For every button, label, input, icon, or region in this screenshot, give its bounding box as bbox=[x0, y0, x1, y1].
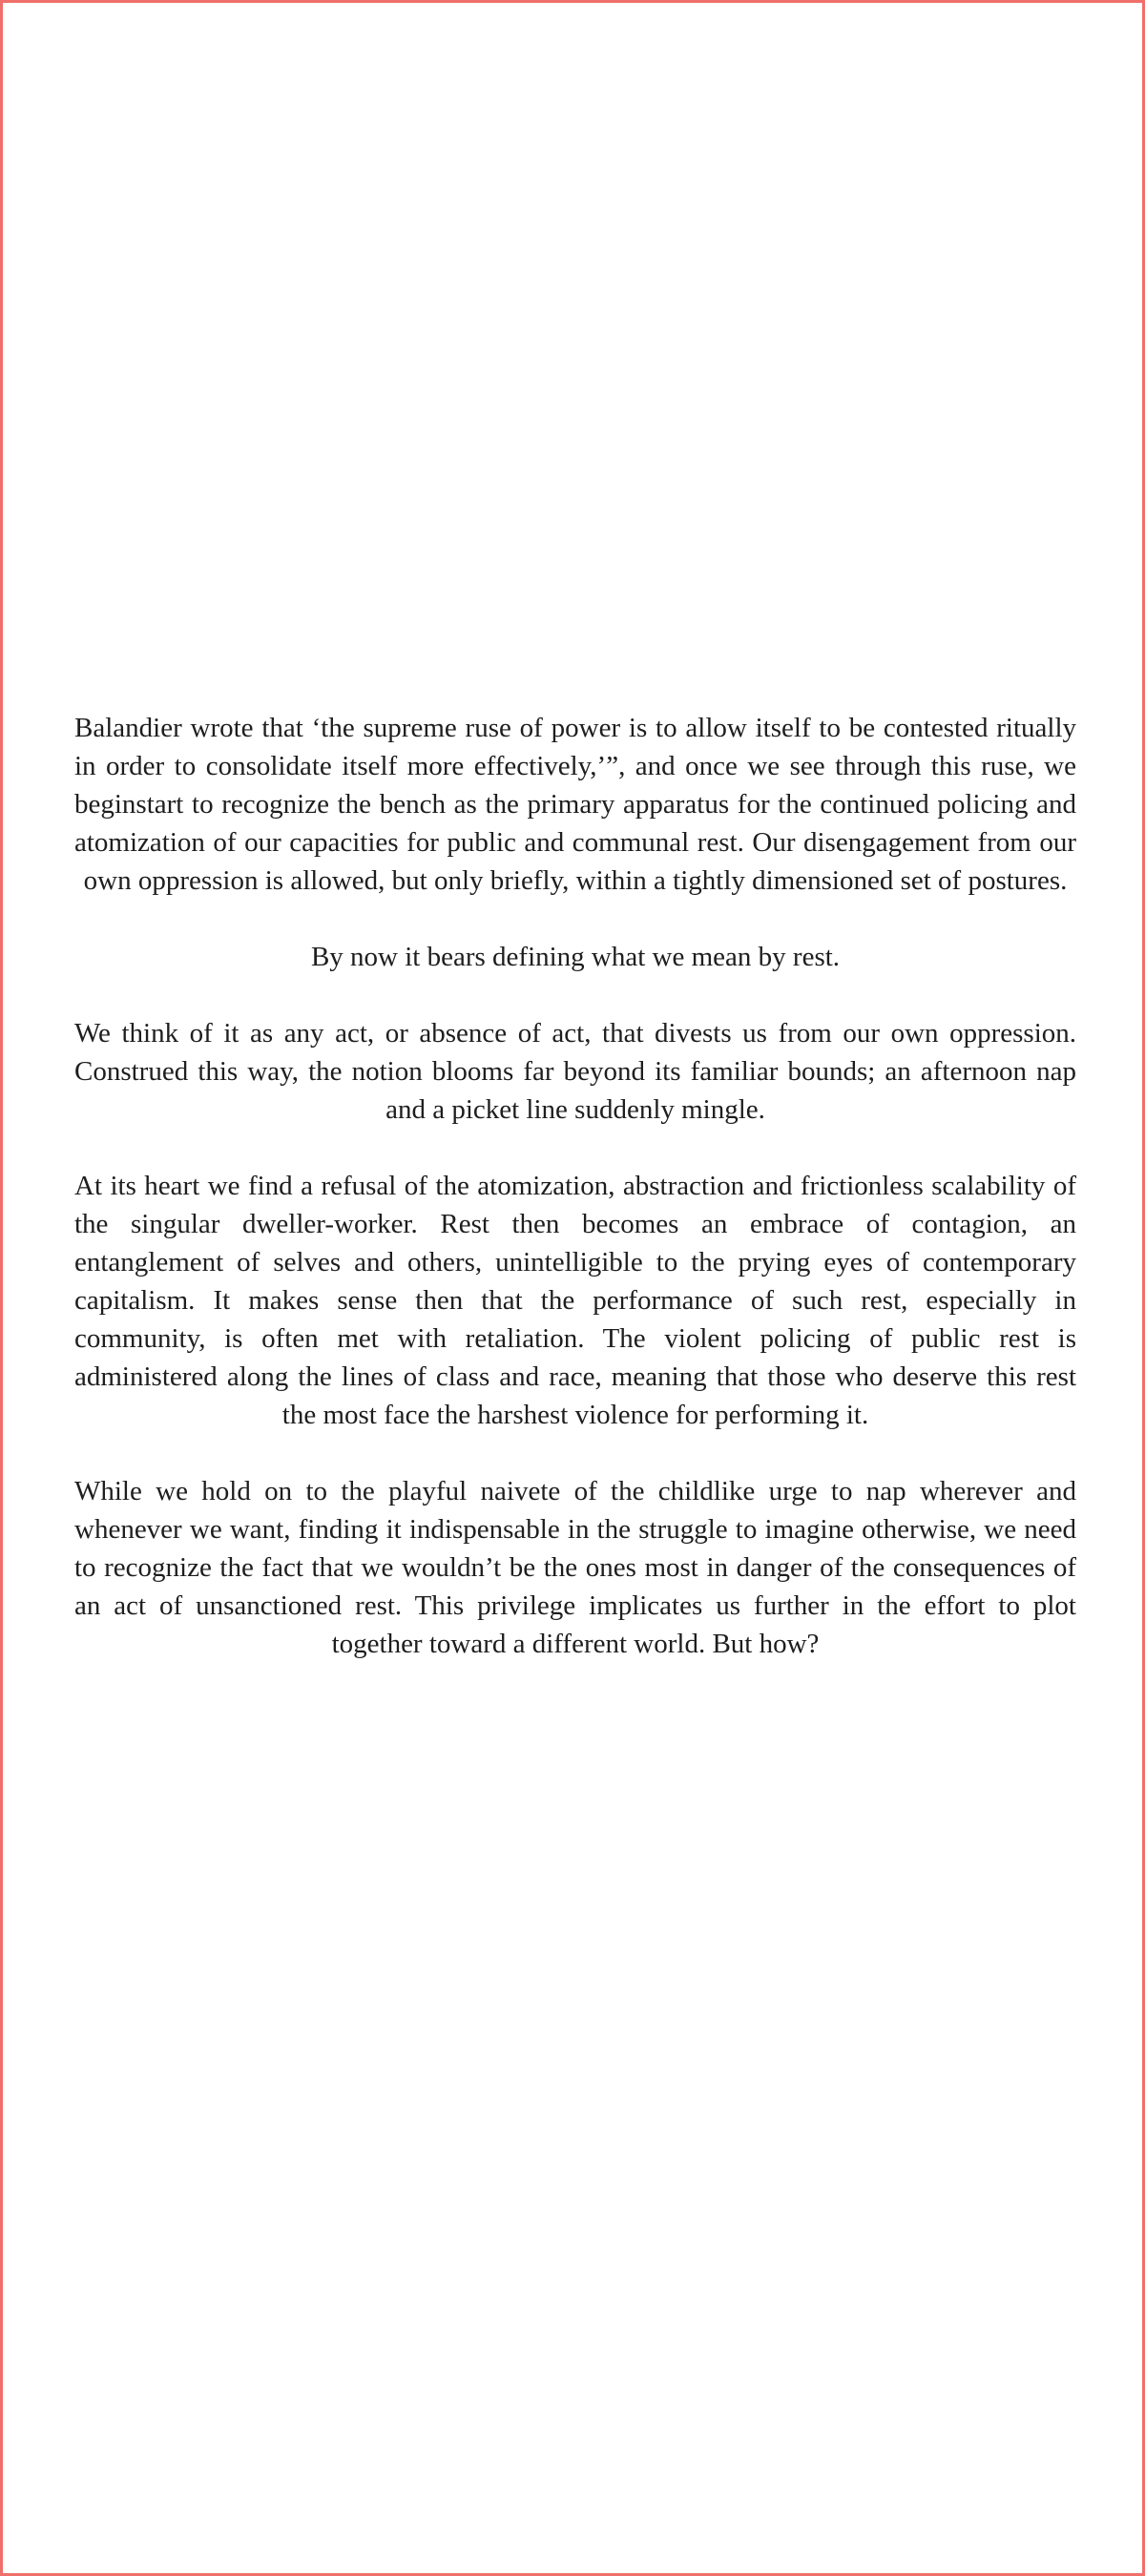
paragraph-refusal-of-atomization: At its heart we find a refusal of the atomization, abstraction and frictionless scalability of the singular dweller-worker. Rest then becomes an embrace of contagion, an entanglement of selves and others, unintelligible to the prying eyes of contemporary capitalism. It makes sense then that the performance of such rest, especially in community, is often met with retaliation. The violent policing of public rest is administered along the lines of class and race, meaning that those who deserve this rest the most face the harshest violence for performing it. bbox=[74, 1171, 1076, 1430]
paragraph-privilege-and-rest: While we hold on to the playful naivete of the childlike urge to nap wherever and whenever we want, finding it indispensable in the struggle to imagine otherwise, we need to recognize the fact that we wouldn’t be the ones most in danger of the consequences of an act of unsanctioned rest. This privilege implicates us further in the effort to plot together toward a different world. But how? bbox=[74, 1476, 1076, 1659]
paragraph-rest-definition: We think of it as any act, or absence of act, that divests us from our own oppression. Construed this way, the notion blooms far beyond its familiar bounds; an afternoon nap and a picket line suddenly mingle. bbox=[74, 1018, 1076, 1125]
paragraph-defining-rest: By now it bears defining what we mean by rest. bbox=[310, 942, 841, 972]
paragraph-balandier-quote: Balandier wrote that ‘the supreme ruse of power is to allow itself to be contested ritually in order to consolidate itself more effectively,’”, and once we see through this ruse, we beginstart to recognize the bench as the primary apparatus for the continued policing and atomization of our capacities for public and communal rest. Our disengagement from our own oppression is allowed, but only briefly, within a tightly dimensioned set of postures. bbox=[74, 713, 1076, 896]
essay-text-block bbox=[74, 709, 1076, 1663]
